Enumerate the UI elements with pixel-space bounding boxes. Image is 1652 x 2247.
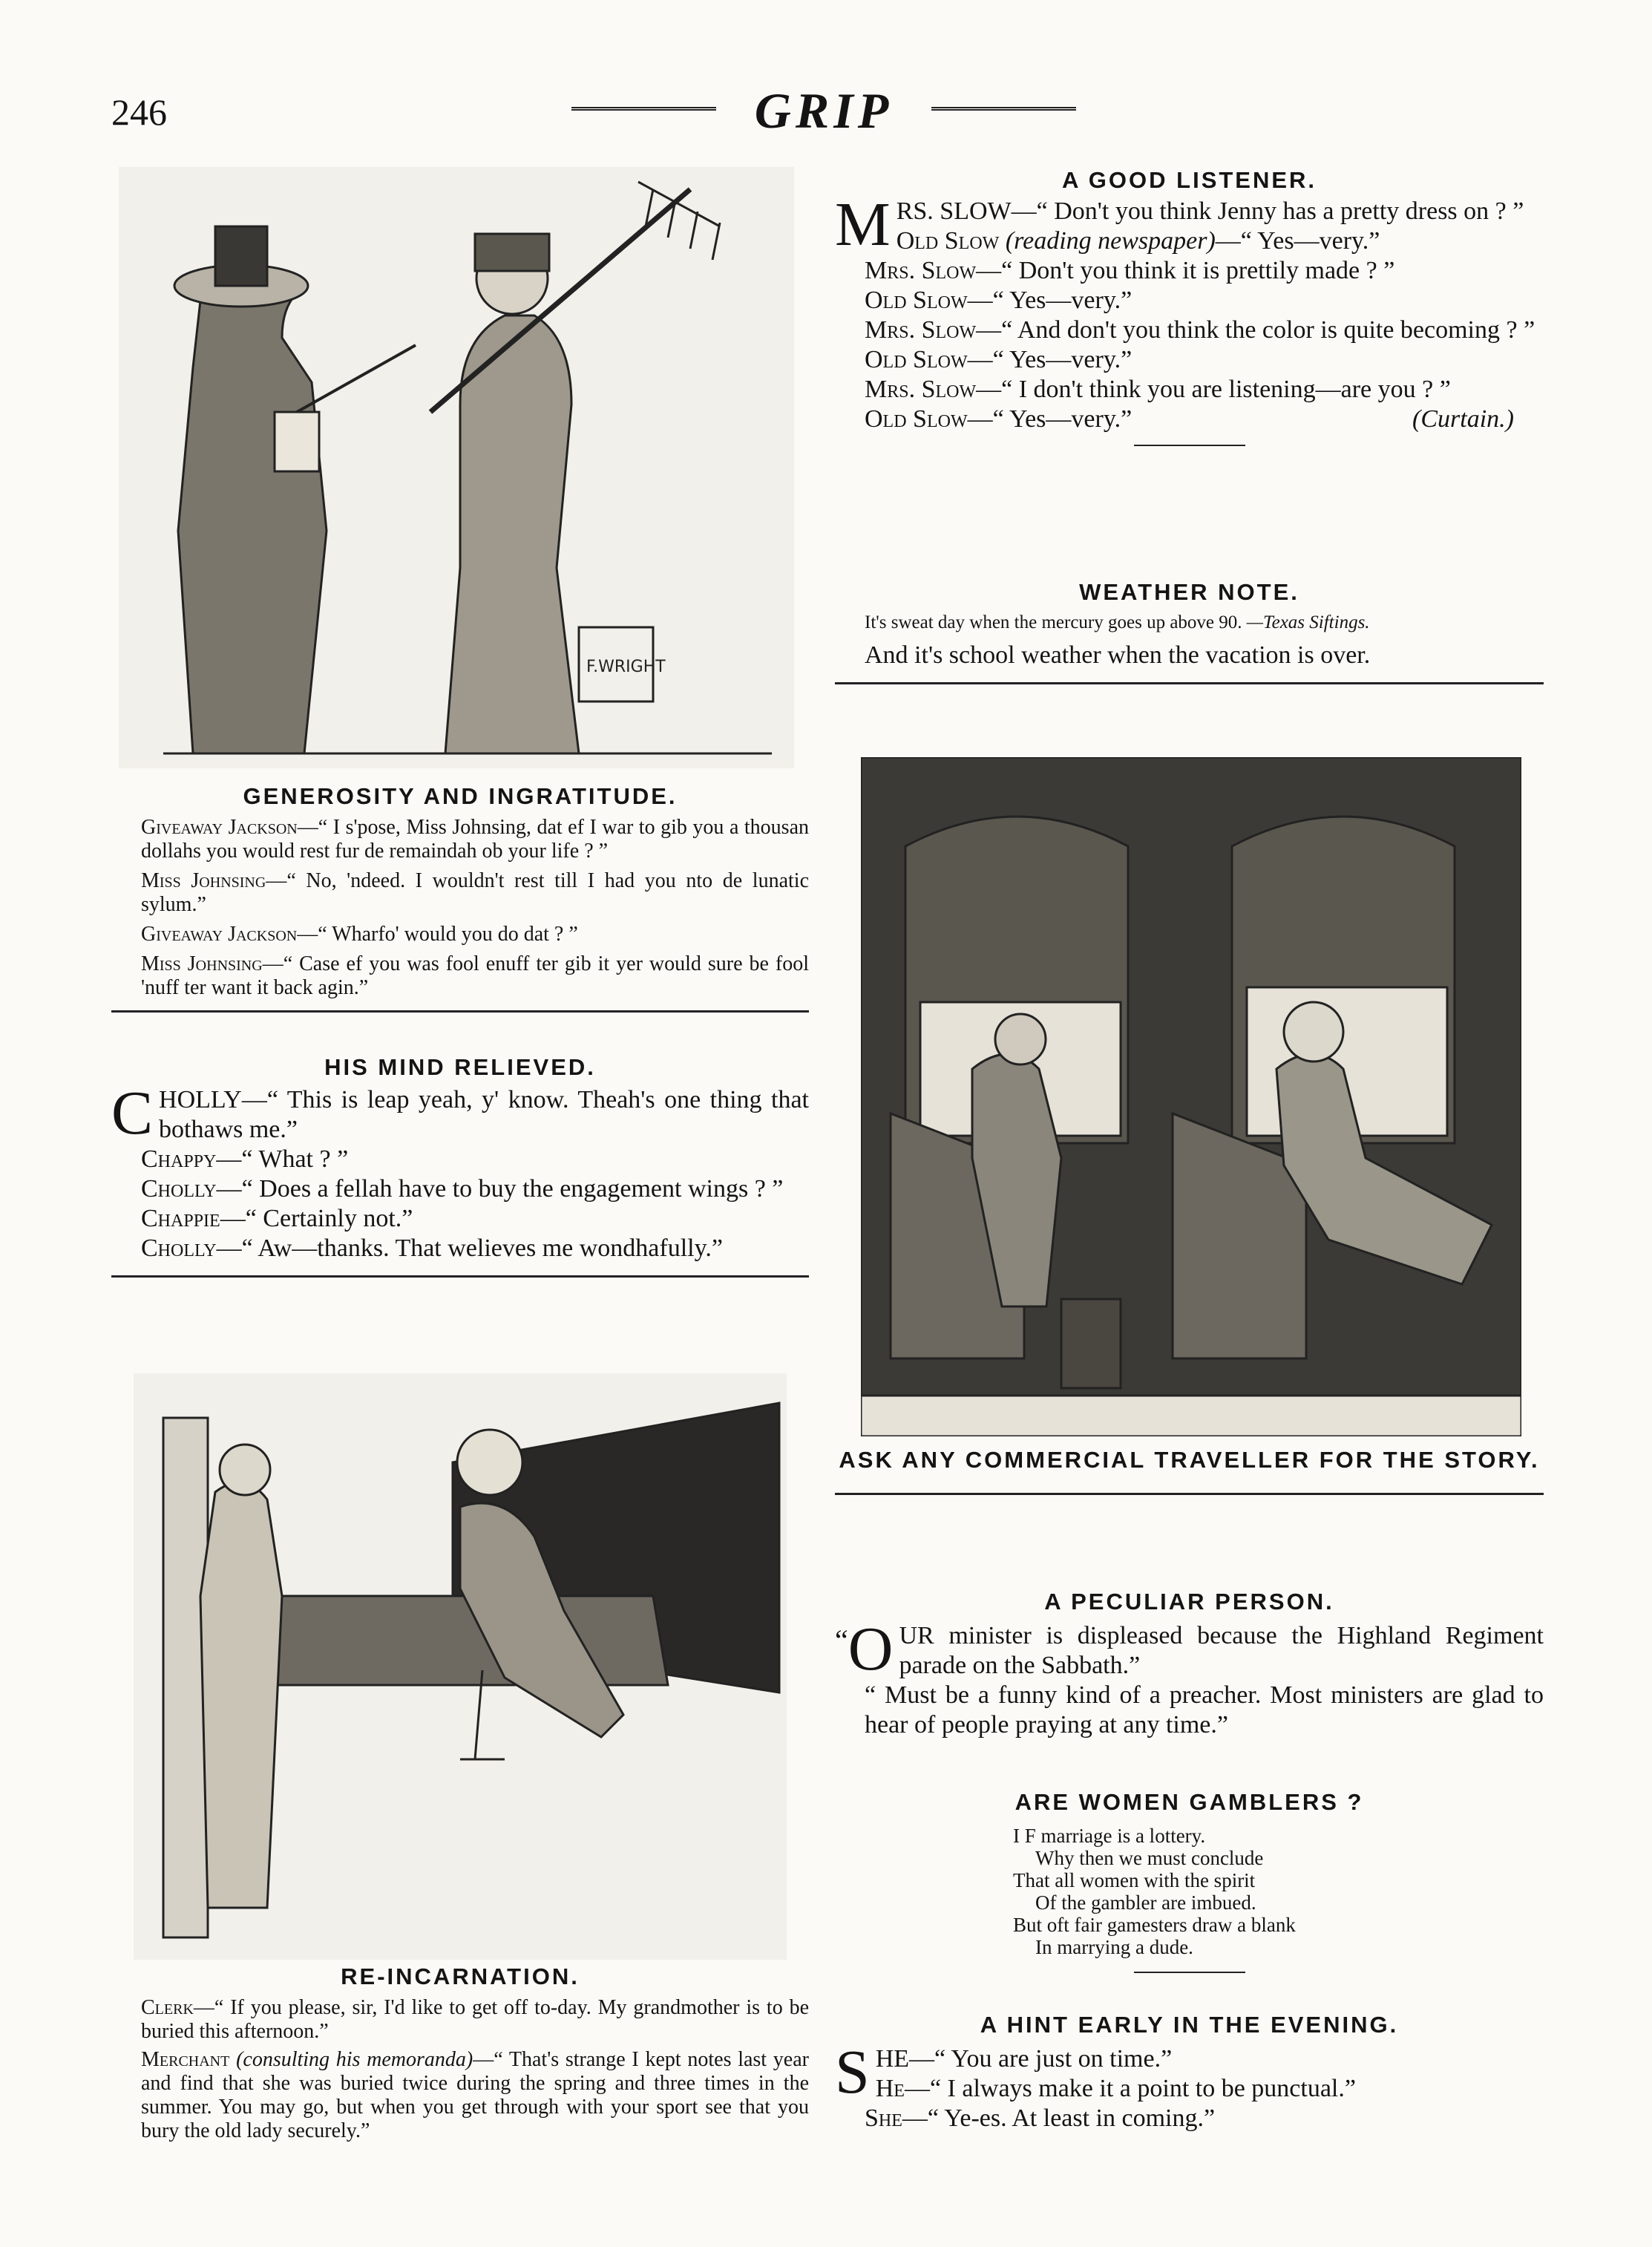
speaker: Mrs. Slow — [865, 257, 977, 284]
open-quote: “ — [835, 1623, 848, 1657]
article-title: A PECULIAR PERSON. — [1044, 1589, 1334, 1615]
paragraph — [835, 1615, 1544, 1684]
article-hint-early — [835, 2012, 1544, 2133]
paragraph — [835, 641, 1544, 670]
speech: —“ Aw—thanks. That welieves me wondhafully.” — [216, 1234, 723, 1262]
speaker: HE — [875, 2045, 910, 2073]
speech: —“ If you please, sir, I'd like to get off to-day. My grandmother is to be buried this afternoon.” — [141, 1996, 809, 2043]
speaker: Giveaway Jackson — [141, 923, 298, 946]
page-number: 246 — [111, 91, 167, 133]
speech: —“ And don't you think the color is quite becoming ? ” — [976, 316, 1535, 344]
article-title: A HINT EARLY IN THE EVENING. — [980, 2012, 1399, 2038]
article-title: ARE WOMEN GAMBLERS ? — [1015, 1789, 1364, 1815]
paragraph — [835, 286, 1544, 315]
paragraph — [111, 1079, 809, 1148]
article-traveller — [835, 1444, 1544, 1495]
paragraph — [835, 612, 1544, 633]
speech: —“ Don't you think Jenny has a pretty dress on ? ” — [1011, 197, 1524, 225]
drop-cap: S — [835, 2038, 870, 2107]
poem-line: Why then we must conclude — [1035, 1847, 1264, 1869]
speaker: Old Slow — [865, 346, 968, 373]
quote-source: —Texas Siftings. — [1246, 612, 1370, 632]
article-title: GENEROSITY AND INGRATITUDE. — [243, 783, 678, 809]
masthead — [571, 82, 1076, 141]
drop-cap: C — [111, 1079, 154, 1148]
divider — [835, 682, 1544, 684]
article-peculiar-person — [835, 1589, 1544, 1740]
speech: —“ Yes—very.” — [1215, 227, 1380, 255]
page-header — [0, 74, 1652, 156]
paragraph — [835, 405, 1544, 434]
speech: —“ You are just on time.” — [909, 2045, 1173, 2073]
speech: —“ I always make it a point to be punctual.” — [904, 2075, 1356, 2102]
speech: —“ Yes—very.” — [967, 405, 1133, 433]
paragraph — [111, 923, 809, 946]
article-weather-note — [835, 579, 1544, 684]
paragraph — [111, 816, 809, 863]
paragraph — [111, 869, 809, 917]
speech: —“ This is leap yeah, y' know. Theah's one thing that bothaws me.” — [159, 1086, 809, 1143]
speech: —“ Does a fellah have to buy the engagement wings ? ” — [216, 1175, 784, 1203]
speaker: Chappie — [141, 1205, 220, 1232]
speaker: HOLLY — [159, 1086, 242, 1113]
paragraph — [835, 375, 1544, 405]
divider — [835, 1493, 1544, 1495]
speech: —“ Case ef you was fool enuff ter gib it yer would sure be fool 'nuff ter want it back agin.” — [141, 952, 809, 999]
illustration-caption: ASK ANY COMMERCIAL TRAVELLER FOR THE STORY. — [839, 1447, 1540, 1473]
speech: —“ Ye-es. At least in coming.” — [902, 2104, 1216, 2132]
speech: —“ Wharfo' would you do dat ? ” — [297, 923, 578, 946]
article-reincarnation — [111, 1963, 809, 2143]
article-mind-relieved — [111, 1054, 809, 1278]
speech: —“ Don't you think it is prettily made ? ” — [976, 257, 1395, 284]
speaker: Mrs. Slow — [865, 316, 977, 344]
divider-short — [1134, 1972, 1245, 1973]
stage-direction: (consulting his memoranda) — [236, 2048, 473, 2071]
paragraph — [111, 952, 809, 1000]
speaker: She — [865, 2104, 902, 2132]
quote: It's sweat day when the mercury goes up above 90. — [865, 612, 1242, 632]
drop-cap: O — [848, 1615, 894, 1684]
speaker: Clerk — [141, 1996, 194, 2019]
text: And it's school weather when the vacation is over. — [865, 641, 1371, 669]
curtain: (Curtain.) — [1412, 405, 1514, 433]
speaker: Old Slow — [865, 287, 968, 314]
poem-line: In marrying a dude. — [1035, 1936, 1193, 1958]
speaker: Cholly — [141, 1175, 217, 1203]
divider-short — [1134, 445, 1245, 446]
article-generosity — [111, 783, 809, 1013]
speaker: Miss Johnsing — [141, 952, 263, 975]
speaker: Cholly — [141, 1234, 217, 1262]
article-title: HIS MIND RELIEVED. — [324, 1054, 596, 1080]
speech: —“ What ? ” — [216, 1145, 349, 1173]
speaker: Miss Johnsing — [141, 869, 266, 892]
poem-line: I F marriage is a lottery. — [1013, 1825, 1206, 1847]
speech: —“ Yes—very.” — [967, 287, 1133, 314]
speaker: Giveaway Jackson — [141, 816, 298, 839]
poem — [1013, 1825, 1544, 1958]
article-title: WEATHER NOTE. — [1079, 579, 1299, 605]
speech: —“ That's strange I kept notes last year and find that she was buried twice during the spring and three times in the summer. You may go, but when you get through with your sport see that you bury the old lady securely.” — [141, 2048, 809, 2142]
speaker: Old Slow — [896, 227, 1000, 255]
artist-signature: F.WRIGHT — [586, 658, 666, 676]
paragraph — [835, 315, 1544, 345]
speech: —“ Yes—very.” — [967, 346, 1133, 373]
paragraph — [835, 226, 1544, 256]
poem-line: That all women with the spirit — [1013, 1869, 1256, 1891]
paragraph — [835, 1681, 1544, 1740]
masthead-title: GRIP — [754, 82, 894, 139]
divider — [111, 1275, 809, 1278]
drop-cap: M — [835, 190, 891, 259]
article-title: RE-INCARNATION. — [341, 1963, 580, 1989]
speaker: Chappy — [141, 1145, 217, 1173]
article-women-gamblers — [835, 1789, 1544, 1973]
speaker: Merchant — [141, 2048, 230, 2071]
stage-direction: (reading newspaper) — [1005, 227, 1216, 255]
illustration-two-men — [119, 167, 794, 768]
poem-line: But oft fair gamesters draw a blank — [1013, 1914, 1296, 1936]
speech: —“ No, 'ndeed. I wouldn't rest till I had you nto de lunatic sylum.” — [141, 869, 809, 916]
illustration-clerk-merchant — [134, 1373, 787, 1960]
article-good-listener — [835, 167, 1544, 446]
speech: “ Must be a funny kind of a preacher. Most ministers are glad to hear of people praying at any time.” — [865, 1681, 1544, 1739]
speaker: Old Slow — [865, 405, 968, 433]
speaker: Mrs. Slow — [865, 376, 977, 403]
illustration-railway-carriage — [861, 757, 1521, 1436]
paragraph — [835, 2104, 1544, 2133]
poem-line: Of the gambler are imbued. — [1035, 1891, 1256, 1914]
paragraph — [835, 2074, 1544, 2104]
speech: —“ Certainly not.” — [220, 1205, 413, 1232]
paragraph — [835, 345, 1544, 375]
paragraph — [111, 1204, 809, 1234]
paragraph — [111, 1996, 809, 2044]
speaker: RS. SLOW — [896, 197, 1012, 225]
article-title: A GOOD LISTENER. — [1061, 167, 1317, 193]
speaker: He — [875, 2075, 905, 2102]
paragraph — [111, 1174, 809, 1204]
paragraph — [835, 256, 1544, 286]
paragraph — [111, 2048, 809, 2143]
masthead-rule-right — [931, 107, 1076, 111]
speech: —“ I don't think you are listening—are you ? ” — [976, 376, 1451, 403]
speech: —“ I s'pose, Miss Johnsing, dat ef I war to gib you a thousan dollahs you would rest fur de remaindah ob your life ? ” — [141, 816, 810, 863]
paragraph — [111, 1145, 809, 1174]
paragraph — [111, 1234, 809, 1263]
speech: UR minister is displeased because the Highland Regiment parade on the Sabbath.” — [899, 1622, 1544, 1679]
divider — [111, 1010, 809, 1013]
